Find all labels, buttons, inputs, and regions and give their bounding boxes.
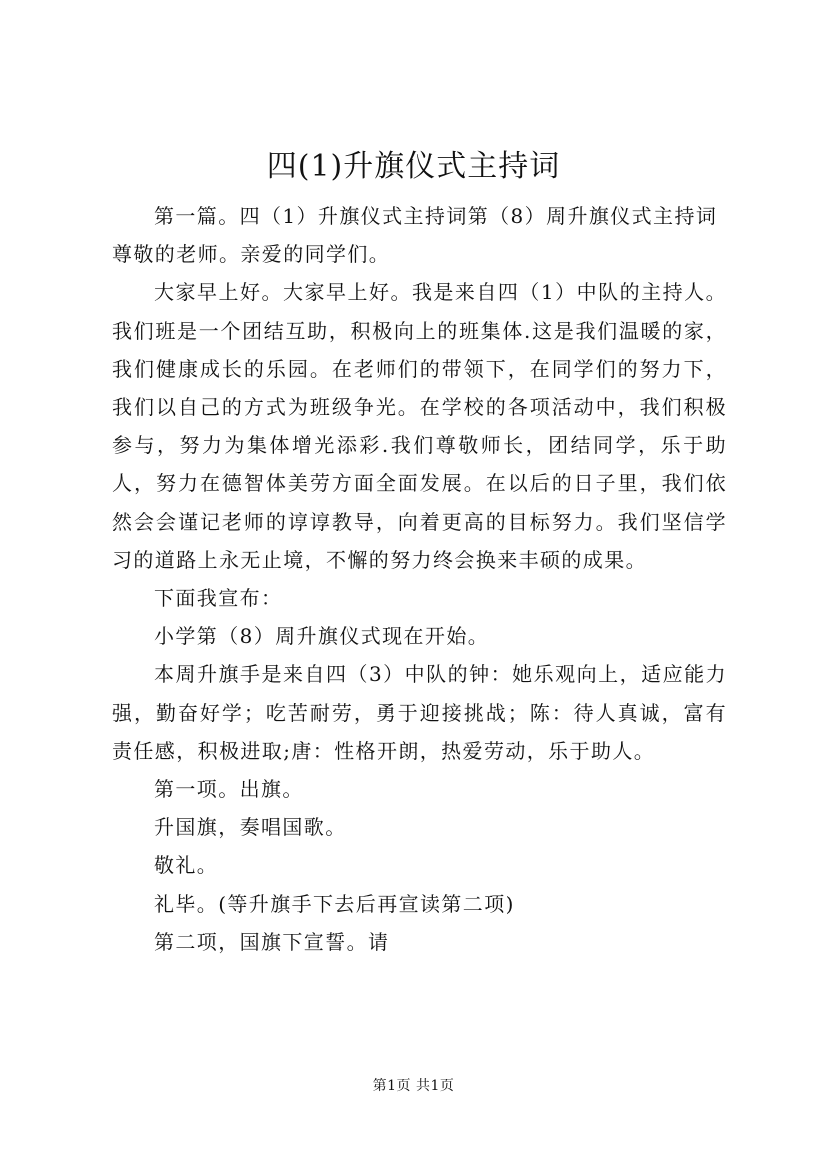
paragraph-announcement: 下面我宣布：: [154, 586, 283, 611]
paragraph-anthem: 升国旗，奏唱国歌。: [154, 815, 347, 840]
document-title: 四(1)升旗仪式主持词: [266, 149, 561, 184]
paragraph-greeting: 尊敬的老师。亲爱的同学们。: [112, 242, 391, 267]
paragraph-item-one: 第一项。出旗。: [154, 777, 304, 802]
paragraph-introduction: 大家早上好。大家早上好。我是来自四（1）中队的主持人。我们班是一个团结互助，积极向上的班集体.这是我们温暖的家，我们健康成长的乐园。在老师们的带领下，在同学们的努力下，我们以自己的方式为班级争光。在学校的各项活动中，我们积极参与，努力为集体增光添彩.我们尊敬师长，团结同学，乐于助人，努力在德智体美劳方面全面发展。在以后的日子里，我们依然会会谨记老师的谆谆教导，向着更高的目标努力。我们坚信学习的道路上永无止境，不懈的努力终会换来丰硕的成果。: [112, 280, 727, 572]
document-body: [112, 197, 727, 961]
paragraph-heading-line: 第一篇。四（1）升旗仪式主持词第（8）周升旗仪式主持词: [154, 204, 718, 228]
paragraph-item-two: 第二项，国旗下宣誓。请: [154, 929, 390, 954]
page-footer: 第1页 共1页: [372, 1078, 455, 1094]
paragraph-salute: 敬礼。: [154, 853, 219, 878]
paragraph-flag-bearers: 本周升旗手是来自四（3）中队的钟：她乐观向上，适应能力强，勤奋好学；吃苦耐劳，勇于迎接挑战；陈：待人真诚，富有责任感，积极进取;唐：性格开朗，热爱劳动，乐于助人。: [112, 662, 727, 763]
paragraph-salute-end: 礼毕。(等升旗手下去后再宣读第二项): [154, 891, 515, 916]
paragraph-ceremony-start: 小学第（8）周升旗仪式现在开始。: [154, 624, 490, 649]
